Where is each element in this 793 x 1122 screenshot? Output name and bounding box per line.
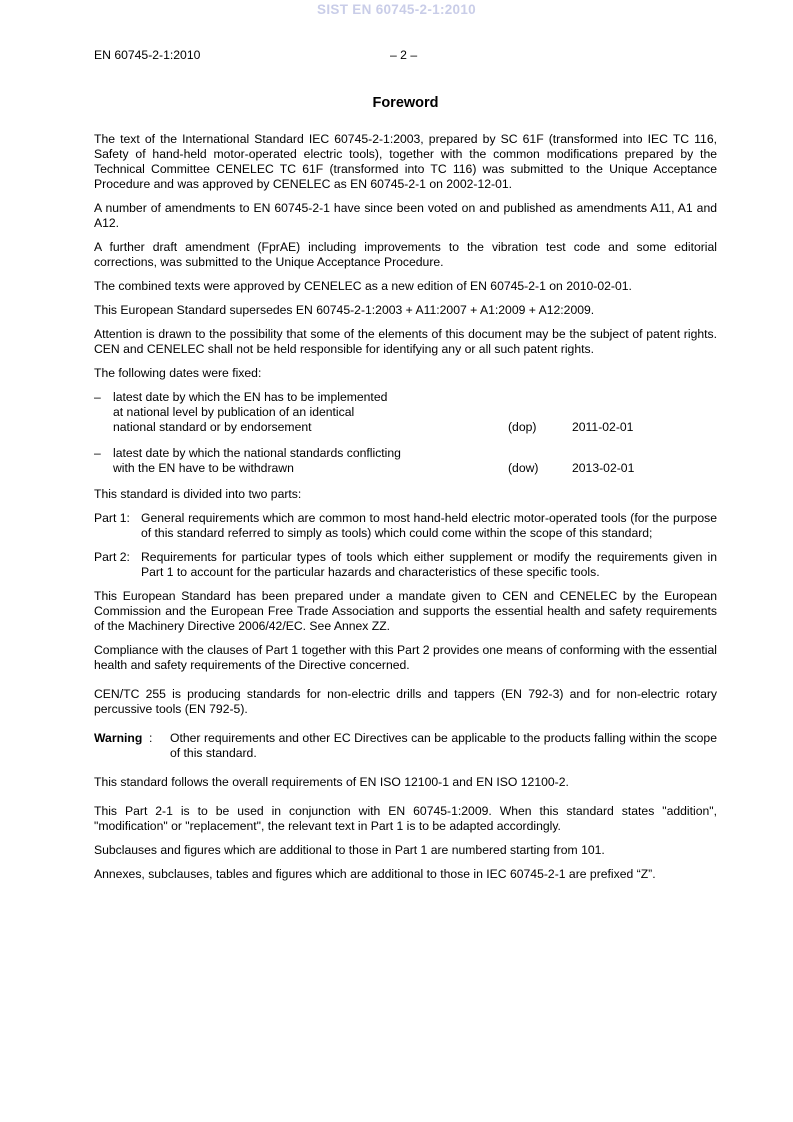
warning-note <box>94 731 717 761</box>
warning-text: Other requirements and other EC Directives can be applicable to the products falling within the scope of this standard. <box>170 731 717 760</box>
paragraph: A number of amendments to EN 60745-2-1 have since been voted on and published as amendments A11, A1 and A12. <box>94 201 717 230</box>
paragraph: This standard follows the overall requirements of EN ISO 12100-1 and EN ISO 12100-2. <box>94 775 569 789</box>
date-abbreviation: (dop) <box>508 420 537 434</box>
paragraph: Annexes, subclauses, tables and figures which are additional to those in IEC 60745-2-1 are prefixed “Z”. <box>94 867 656 881</box>
date-item-dop <box>94 390 717 435</box>
watermark: SIST EN 60745-2-1:2010 <box>317 2 476 17</box>
date-description-line: latest date by which the national standards conflicting <box>113 446 401 460</box>
paragraph: CEN/TC 255 is producing standards for non-electric drills and tappers (EN 792-3) and for non-electric rotary percussive tools (EN 792-5). <box>94 687 717 716</box>
date-value: 2011-02-01 <box>572 420 634 434</box>
paragraph: This standard is divided into two parts: <box>94 487 302 501</box>
part-label: Part 1: <box>94 511 130 525</box>
paragraph: The combined texts were approved by CENELEC as a new edition of EN 60745-2-1 on 2010-02-01. <box>94 279 632 293</box>
date-abbreviation: (dow) <box>508 461 539 475</box>
date-description-line: at national level by publication of an identical <box>113 405 355 419</box>
paragraph: This Part 2-1 is to be used in conjunction with EN 60745-1:2009. When this standard states "addition", "modification" or "replacement", the relevant text in Part 1 is to be adapted accordingly. <box>94 804 717 833</box>
list-dash: – <box>94 390 101 404</box>
warning-colon: : <box>149 731 153 745</box>
date-description <box>113 390 423 435</box>
document-id: EN 60745-2-1:2010 <box>94 48 201 62</box>
paragraph: The text of the International Standard IEC 60745-2-1:2003, prepared by SC 61F (transformed into IEC TC 116, Safety of hand-held motor-operated electric tools), together with the common modifications prepared by the Technical Committee CENELEC TC 61F (transformed into TC 116) was submitted to the Unique Acceptance Procedure and was approved by CENELEC as EN 60745-2-1 on 2002-12-01. <box>94 132 717 191</box>
paragraph: Subclauses and figures which are additional to those in Part 1 are numbered starting from 101. <box>94 843 605 857</box>
paragraph: A further draft amendment (FprAE) including improvements to the vibration test code and some editorial corrections, was submitted to the Unique Acceptance Procedure. <box>94 240 717 269</box>
list-dash: – <box>94 446 101 460</box>
part-text: Requirements for particular types of tools which either supplement or modify the requirements given in Part 1 to account for the particular hazards and characteristics of these specific tools. <box>141 550 717 579</box>
paragraph: This European Standard supersedes EN 60745-2-1:2003 + A11:2007 + A1:2009 + A12:2009. <box>94 303 595 317</box>
page-title: Foreword <box>372 95 439 111</box>
paragraph: The following dates were fixed: <box>94 366 262 380</box>
warning-label: Warning <box>94 731 143 745</box>
paragraph: Compliance with the clauses of Part 1 together with this Part 2 provides one means of conforming with the essential health and safety requirements of the Directive concerned. <box>94 643 717 672</box>
date-value: 2013-02-01 <box>572 461 635 475</box>
date-description-line: latest date by which the EN has to be implemented <box>113 390 388 404</box>
date-description-line: national standard or by endorsement <box>113 420 312 434</box>
paragraph: This European Standard has been prepared under a mandate given to CEN and CENELEC by the European Commission and the European Free Trade Association and supports the essential health and safety requirements of the Machinery Directive 2006/42/EC. See Annex ZZ. <box>94 589 717 633</box>
date-description-line: with the EN have to be withdrawn <box>113 461 294 475</box>
dates-list <box>94 390 717 476</box>
page-number: – 2 – <box>390 48 418 62</box>
part-item-2 <box>94 550 717 580</box>
date-item-dow <box>94 446 717 476</box>
date-description <box>113 446 423 476</box>
part-text: General requirements which are common to most hand-held electric motor-operated tools (for the purpose of this standard referred to simply as tools) which could come within the scope of this standard; <box>141 511 717 540</box>
document-body <box>94 95 717 891</box>
page-header <box>94 48 717 64</box>
paragraph: Attention is drawn to the possibility that some of the elements of this document may be the subject of patent rights. CEN and CENELEC shall not be held responsible for identifying any or all such patent rights. <box>94 327 717 356</box>
part-label: Part 2: <box>94 550 130 564</box>
part-item-1 <box>94 511 717 541</box>
